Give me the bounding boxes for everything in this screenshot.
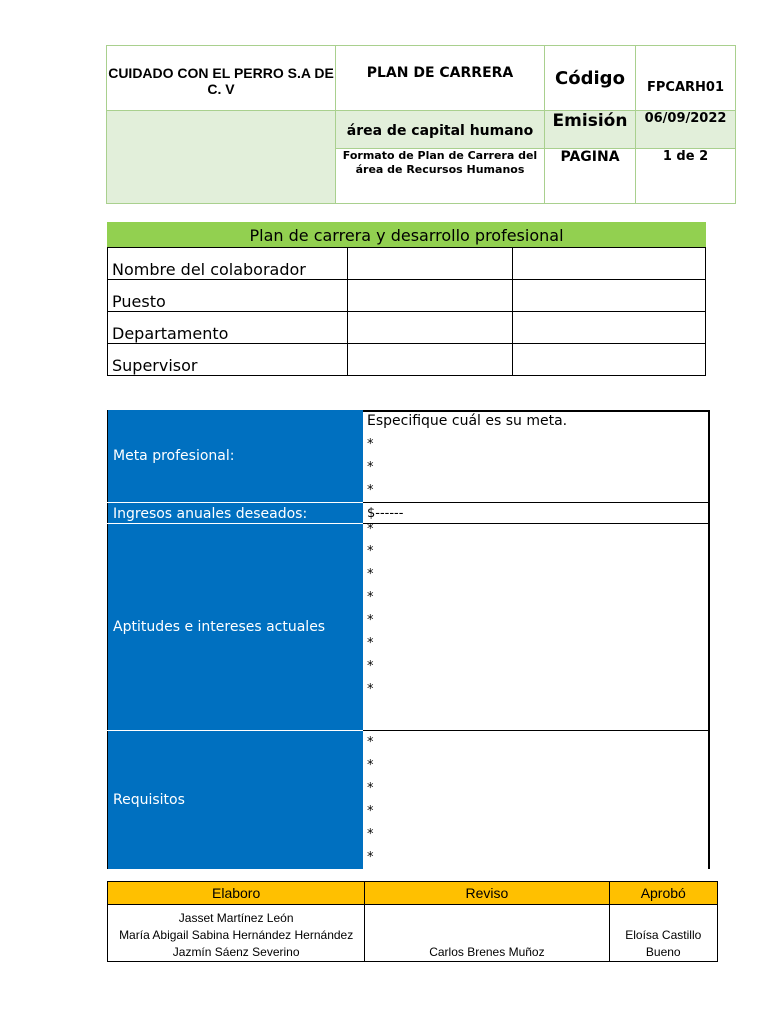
requisitos-field[interactable]: [363, 731, 710, 869]
elaboro-header: Elaboro: [108, 882, 365, 905]
document-header: [106, 45, 736, 204]
puesto-field-2[interactable]: [513, 280, 706, 312]
header-blank-cell: [106, 111, 336, 204]
area-name: área de capital humano: [336, 111, 545, 148]
career-plan-title: Plan de carrera y desarrollo profesional: [107, 222, 706, 247]
aptitudes-label: Aptitudes e intereses actuales: [107, 524, 363, 730]
reviso-header: Reviso: [365, 882, 609, 905]
aprobo-name-line: Eloísa Castillo: [625, 928, 702, 942]
requisitos-bullet: *: [367, 758, 374, 773]
row-label-nombre: Nombre del colaborador: [108, 248, 348, 280]
income-label: Ingresos anuales deseados:: [107, 503, 363, 524]
requisitos-bullet: *: [367, 735, 374, 750]
departamento-field-1[interactable]: [347, 312, 513, 344]
aprobo-header: Aprobó: [609, 882, 717, 905]
reviso-name: Carlos Brenes Muñoz: [365, 905, 609, 962]
aptitudes-bullet: *: [367, 682, 374, 697]
meta-bullet: *: [367, 483, 374, 498]
aptitudes-bullet: *: [367, 544, 374, 559]
meta-bullet: *: [367, 460, 374, 475]
company-name: CUIDADO CON EL PERRO S.A DE C. V: [106, 45, 336, 111]
pagina-value: 1 de 2: [636, 148, 736, 204]
goals-section: [107, 410, 710, 869]
aptitudes-bullet: *: [367, 522, 374, 537]
table-row: [108, 312, 706, 344]
format-description: Formato de Plan de Carrera del área de Recursos Humanos: [336, 148, 545, 204]
aptitudes-bullet: *: [367, 567, 374, 582]
requisitos-bullet: *: [367, 804, 374, 819]
row-label-departamento: Departamento: [108, 312, 348, 344]
pagina-label: PAGINA: [545, 148, 636, 204]
table-row: [108, 280, 706, 312]
codigo-value: FPCARH01: [636, 45, 736, 111]
signatures-names-row: [108, 905, 718, 962]
requisitos-label: Requisitos: [107, 731, 363, 869]
meta-prompt: Especifique cuál es su meta.: [367, 413, 568, 429]
signatures-table: [107, 881, 718, 962]
elaboro-name: Jasset Martínez León: [178, 911, 294, 925]
income-field[interactable]: $------: [367, 506, 404, 521]
meta-label: Meta profesional:: [107, 410, 363, 502]
emision-label: Emisión: [545, 111, 636, 148]
nombre-field-2[interactable]: [513, 248, 706, 280]
aptitudes-bullet: *: [367, 659, 374, 674]
table-row: [108, 248, 706, 280]
elaboro-names: [108, 905, 365, 962]
employee-info-table: [107, 247, 706, 376]
supervisor-field-1[interactable]: [347, 344, 513, 376]
aptitudes-bullet: *: [367, 590, 374, 605]
requisitos-bullet: *: [367, 850, 374, 865]
elaboro-name: María Abigail Sabina Hernández Hernández: [119, 928, 354, 942]
puesto-field-1[interactable]: [347, 280, 513, 312]
aprobo-name-line: Bueno: [645, 945, 681, 959]
plan-title: PLAN DE CARRERA: [336, 45, 545, 111]
row-label-puesto: Puesto: [108, 280, 348, 312]
departamento-field-2[interactable]: [513, 312, 706, 344]
codigo-label: Código: [545, 45, 636, 111]
aptitudes-field[interactable]: [363, 524, 710, 730]
meta-field[interactable]: [363, 410, 710, 502]
aprobo-name: [609, 905, 717, 962]
requisitos-bullet: *: [367, 781, 374, 796]
table-row: [108, 344, 706, 376]
emision-value: 06/09/2022: [636, 111, 736, 148]
aptitudes-bullet: *: [367, 636, 374, 651]
aptitudes-bullet: *: [367, 613, 374, 628]
supervisor-field-2[interactable]: [513, 344, 706, 376]
requisitos-bullet: *: [367, 827, 374, 842]
row-label-supervisor: Supervisor: [108, 344, 348, 376]
elaboro-name: Jazmín Sáenz Severino: [172, 945, 300, 959]
meta-bullet: *: [367, 437, 374, 452]
nombre-field-1[interactable]: [347, 248, 513, 280]
signatures-header-row: [108, 882, 718, 905]
